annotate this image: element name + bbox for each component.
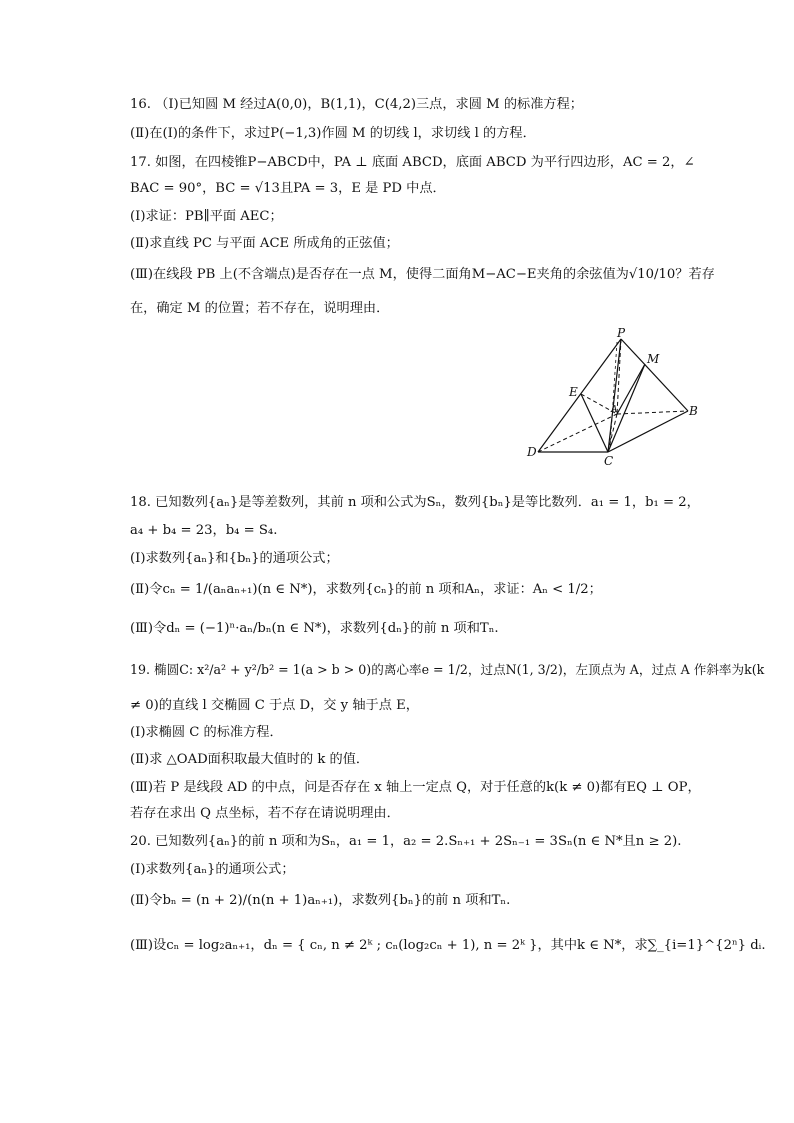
- label-C: C: [604, 454, 614, 466]
- p20-line-2: (Ⅰ)求数列{aₙ}的通项公式；: [130, 862, 295, 877]
- p18-line-4: (Ⅱ)令cₙ = 1/(aₙaₙ₊₁)(n ∈ N*)，求数列{cₙ}的前 n 项和Aₙ，求证：Aₙ < 1/2；: [130, 582, 602, 597]
- p19-line-4: (Ⅱ)求 △OAD面积取最大值时的 k 的值．: [130, 752, 370, 767]
- label-P: P: [617, 326, 626, 340]
- p18-line-1: 18. 已知数列{aₙ}是等差数列，其前 n 项和公式为Sₙ，数列{bₙ}是等比数列．a₁ = 1，b₁ = 2，: [130, 495, 700, 510]
- p17-line-6: 在，确定 M 的位置；若不存在，说明理由．: [130, 301, 390, 316]
- label-B: B: [689, 404, 698, 418]
- edge-PB: [621, 339, 688, 411]
- label-A: A: [611, 405, 618, 415]
- p16-line-2: (Ⅱ)在(Ⅰ)的条件下，求过P(−1,3)作圆 M 的切线 l，求切线 l 的方程．: [130, 126, 536, 141]
- p19-line-6: 若存在求出 Q 点坐标，若不存在请说明理由．: [130, 806, 400, 821]
- p17-line-3: (Ⅰ)求证：PB∥平面 AEC；: [130, 209, 283, 224]
- p18-line-2: a₄ + b₄ = 23，b₄ = S₄.: [130, 523, 278, 538]
- p18-line-3: (Ⅰ)求数列{aₙ}和{bₙ}的通项公式；: [130, 551, 339, 566]
- pyramid-figure: [520, 326, 700, 466]
- edge-PA: [617, 339, 621, 414]
- p17-line-4: (Ⅱ)求直线 PC 与平面 ACE 所成角的正弦值；: [130, 236, 399, 251]
- label-D: D: [527, 445, 537, 459]
- label-M: M: [647, 352, 660, 366]
- edge-AB: [617, 411, 688, 414]
- label-E: E: [569, 385, 578, 399]
- p17-line-2: BAC = 90°，BC = √13且PA = 3，E 是 PD 中点．: [130, 181, 446, 196]
- edge-CB: [608, 411, 688, 452]
- p20-line-3: (Ⅱ)令bₙ = (n + 2)/(n(n + 1)aₙ₊₁)，求数列{bₙ}的前 n 项和Tₙ.: [130, 893, 511, 908]
- edge-EC: [581, 394, 608, 452]
- p19-line-5: (Ⅲ)若 P 是线段 AD 的中点，问是否存在 x 轴上一定点 Q，对于任意的k(k ≠ 0)都有EQ ⊥ OP，: [130, 780, 701, 795]
- p19-line-2: ≠ 0)的直线 l 交椭圆 C 于点 D，交 y 轴于点 E，: [130, 698, 419, 713]
- edge-MA: [617, 364, 645, 414]
- p20-line-4: (Ⅲ)设cₙ = log₂aₙ₊₁，dₙ = { cₙ, n ≠ 2ᵏ ; cₙ(log₂cₙ + 1), n = 2ᵏ }，其中k ∈ N*，求∑_{i=1}^{2ⁿ} dᵢ.: [130, 938, 766, 953]
- p20-line-1: 20. 已知数列{aₙ}的前 n 项和为Sₙ，a₁ = 1，a₂ = 2.Sₙ₊₁ + 2Sₙ₋₁ = 3Sₙ(n ∈ N*且n ≥ 2).: [130, 834, 682, 849]
- p19-line-3: (Ⅰ)求椭圆 C 的标准方程．: [130, 725, 283, 740]
- p18-line-5: (Ⅲ)令dₙ = (−1)ⁿ·aₙ/bₙ(n ∈ N*)，求数列{dₙ}的前 n 项和Tₙ.: [130, 621, 499, 636]
- p16-line-1: 16. （Ⅰ)已知圆 M 经过A(0,0)，B(1,1)，C(4,2)三点，求圆 M 的标准方程；: [130, 97, 583, 112]
- edge-PD: [538, 339, 621, 452]
- p19-line-1: 19. 椭圆C: x²/a² + y²/b² = 1(a > b > 0)的离心率e = 1/2，过点N(1, 3/2)，左顶点为 A，过点 A 作斜率为k(k: [130, 662, 765, 677]
- p17-line-1: 17. 如图，在四棱锥P−ABCD中，PA ⊥ 底面 ABCD，底面 ABCD 为平行四边形，AC = 2，∠: [130, 155, 695, 170]
- p17-line-5: (Ⅲ)在线段 PB 上(不含端点)是否存在一点 M，使得二面角M−AC−E夹角的余弦值为√10/10？若存: [130, 267, 715, 282]
